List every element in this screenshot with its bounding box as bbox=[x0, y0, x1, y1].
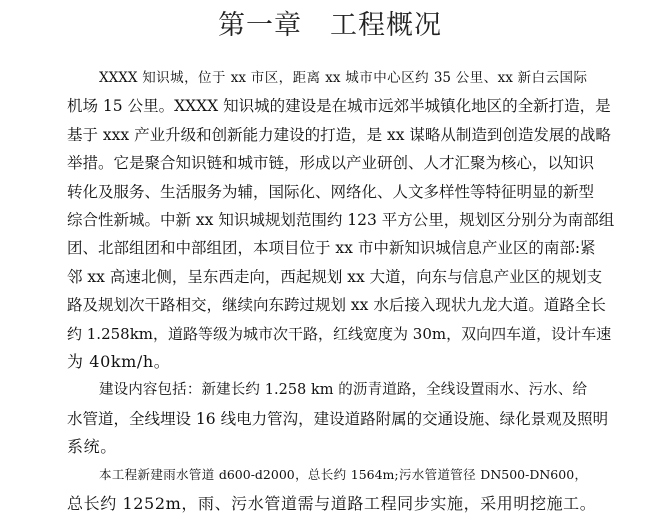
text-line: 建设内容包括：新建长约 1.258 km 的沥青道路，全线设置雨水、污水、给 bbox=[99, 382, 587, 399]
text-line: 综合性新城。中新 xx 知识城规划范围约 123 平方公里，规划区分别分为南部组 bbox=[67, 210, 615, 229]
text-line: 系统。 bbox=[67, 437, 117, 457]
document-body bbox=[67, 64, 615, 518]
paragraph-project-location bbox=[67, 64, 615, 376]
text-line: 本工程新建雨水管道 d600-d2000，总长约 1564m;污水管道管径 DN500-DN600， bbox=[99, 467, 587, 483]
text-line: XXXX 知识城，位于 xx 市区，距离 xx 城市中心区约 35 公里、xx 新白云国际 bbox=[99, 70, 587, 86]
chapter-title: 第一章 工程概况 bbox=[218, 10, 442, 41]
text-line: 机场 15 公里。XXXX 知识城的建设是在城市远郊半城镇化地区的全新打造，是 bbox=[67, 97, 611, 116]
text-line: 路及规划次干路相交，继续向东跨过规划 xx 水后接入现状九龙大道。道路全长 bbox=[67, 296, 606, 315]
paragraph-pipelines bbox=[67, 461, 597, 518]
text-line: 举措。它是聚合知识链和城市链，形成以产业研创、人才汇聚为核心，以知识 bbox=[67, 154, 595, 173]
paragraph-construction-content bbox=[67, 376, 609, 461]
text-line: 为 40km/h。 bbox=[67, 351, 171, 371]
text-line: 邻 xx 高速北侧，呈东西走向，西起规划 xx 大道，向东与信息产业区的规划支 bbox=[67, 267, 603, 286]
text-line: 转化及服务、生活服务为辅，国际化、网络化、人文多样性等特征明显的新型 bbox=[67, 182, 595, 201]
text-line: 团、北部组团和中部组团，本项目位于 xx 市中新知识城信息产业区的南部:紧 bbox=[67, 239, 596, 258]
text-line: 总长约 1252m，雨、污水管道需与道路工程同步实施，采用明挖施工。 bbox=[67, 493, 597, 513]
text-line: 基于 xxx 产业升级和创新能力建设的打造，是 xx 谋略从制造到创造发展的战略 bbox=[67, 125, 611, 144]
text-line: 约 1.258km，道路等级为城市次干路，红线宽度为 30m，双向四车道，设计车速 bbox=[67, 324, 612, 343]
text-line: 水管道，全线埋设 16 线电力管沟，建设道路附属的交通设施、绿化景观及照明 bbox=[67, 409, 609, 428]
